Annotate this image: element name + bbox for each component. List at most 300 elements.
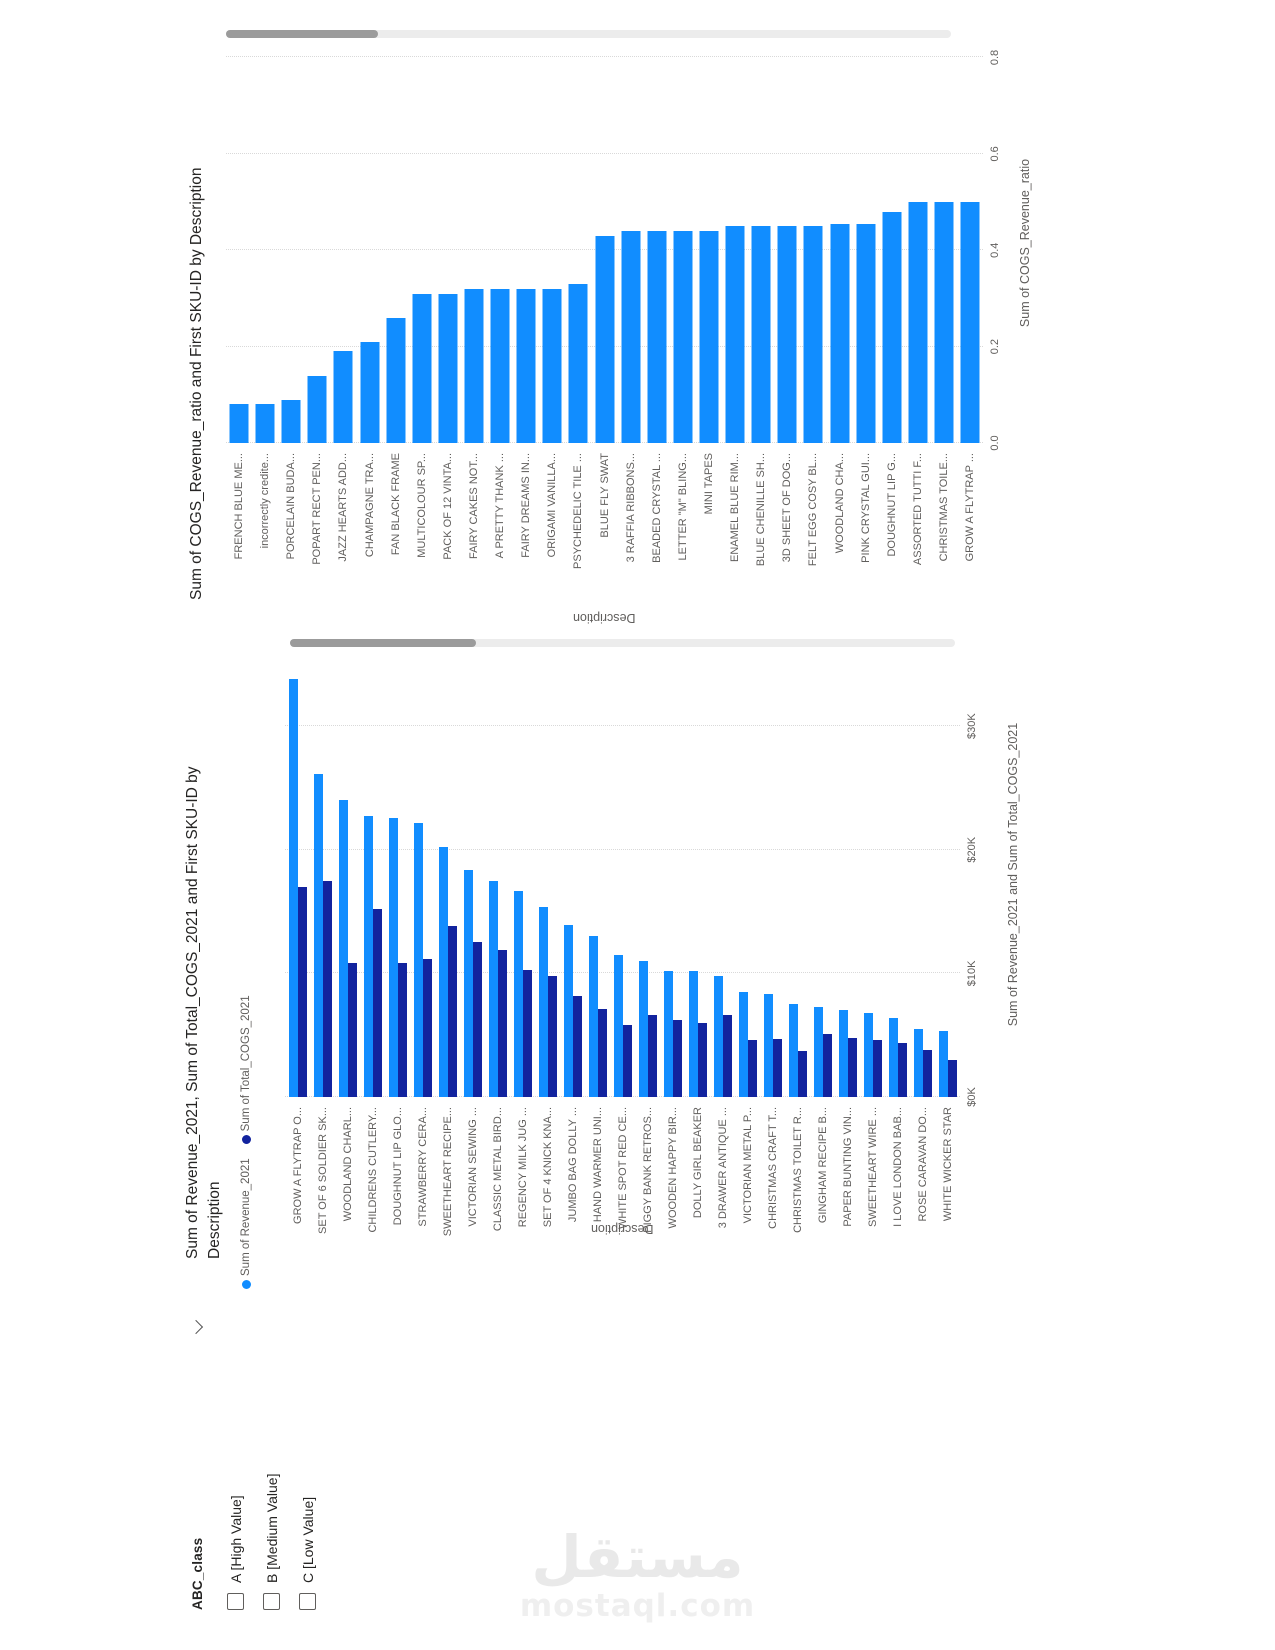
- axis-tick-label: 0.8: [989, 49, 1001, 66]
- bar-zone: [226, 43, 252, 443]
- bar-sum-of-total-cogs-2021[interactable]: [423, 959, 432, 1097]
- bar-sum-of-revenue-2021[interactable]: [789, 1004, 798, 1097]
- table-row: [592, 43, 618, 600]
- table-row: [360, 652, 385, 1259]
- bar-sum-of-cogs-revenue-ratio[interactable]: [412, 294, 431, 443]
- bar-sum-of-revenue-2021[interactable]: [389, 818, 398, 1097]
- bar-sum-of-cogs-revenue-ratio[interactable]: [882, 212, 901, 443]
- table-row: [800, 43, 826, 600]
- bar-sum-of-revenue-2021[interactable]: [839, 1010, 848, 1097]
- slicer-item-label[interactable]: C [Low Value]: [299, 1496, 316, 1583]
- bar-zone: [827, 43, 853, 443]
- bar-sum-of-cogs-revenue-ratio[interactable]: [961, 202, 980, 443]
- category-label: CHAMPAGNE TRA...: [363, 453, 376, 558]
- category-label: CHRISTMAS CRAFT T...: [766, 1107, 779, 1229]
- checkbox-icon[interactable]: [227, 1593, 244, 1610]
- bar-sum-of-total-cogs-2021[interactable]: [698, 1023, 707, 1097]
- plot-area: [226, 43, 983, 600]
- bar-sum-of-revenue-2021[interactable]: [939, 1032, 948, 1098]
- category-label: FELT EGG COSY BL...: [807, 453, 820, 567]
- chart-scrollbar-thumb[interactable]: [290, 639, 476, 647]
- bar-sum-of-cogs-revenue-ratio[interactable]: [726, 226, 745, 443]
- bar-zone: [585, 652, 610, 1097]
- bar-sum-of-total-cogs-2021[interactable]: [473, 943, 482, 1098]
- category-label: JUMBO BAG DOLLY ...: [566, 1107, 579, 1223]
- bar-sum-of-total-cogs-2021[interactable]: [498, 950, 507, 1097]
- category-label: 3 RAFFIA RIBBONS...: [624, 453, 637, 563]
- watermark-arabic: مستقل: [531, 1523, 744, 1591]
- value-axis-title: Sum of Revenue_2021 and Sum of Total_COGS_2021: [1006, 722, 1020, 1027]
- table-row: [644, 43, 670, 600]
- bar-sum-of-cogs-revenue-ratio[interactable]: [282, 400, 301, 443]
- legend-item[interactable]: [240, 995, 252, 1144]
- bar-sum-of-total-cogs-2021[interactable]: [523, 970, 532, 1097]
- bar-zone: [460, 652, 485, 1097]
- bar-sum-of-total-cogs-2021[interactable]: [448, 926, 457, 1097]
- bar-zone: [357, 43, 383, 443]
- bar-sum-of-cogs-revenue-ratio[interactable]: [360, 342, 379, 443]
- table-row: [330, 43, 356, 600]
- table-row: [748, 43, 774, 600]
- bar-sum-of-total-cogs-2021[interactable]: [798, 1051, 807, 1097]
- bar-sum-of-cogs-revenue-ratio[interactable]: [908, 202, 927, 443]
- category-label: JAZZ HEARTS ADD...: [337, 453, 350, 562]
- bar-zone: [935, 652, 960, 1097]
- bar-sum-of-cogs-revenue-ratio[interactable]: [621, 231, 640, 443]
- bar-zone: [252, 43, 278, 443]
- category-rows: [285, 652, 960, 1259]
- slicer-item-label[interactable]: B [Medium Value]: [263, 1473, 280, 1583]
- legend-dot-icon: [242, 1280, 251, 1289]
- table-row: [760, 652, 785, 1259]
- category-label: WOODEN HAPPY BIR...: [666, 1107, 679, 1229]
- chart-scrollbar[interactable]: [290, 639, 955, 647]
- bar-zone: [278, 43, 304, 443]
- category-label: CLASSIC METAL BIRD...: [491, 1107, 504, 1232]
- bar-sum-of-cogs-revenue-ratio[interactable]: [334, 351, 353, 443]
- watermark-latin: mostaql.com: [519, 1588, 756, 1624]
- category-rows: [226, 43, 983, 600]
- table-row: [357, 43, 383, 600]
- category-label: SET OF 6 SOLDIER SK...: [316, 1107, 329, 1234]
- table-row: [310, 652, 335, 1259]
- bar-zone: [485, 652, 510, 1097]
- table-row: [461, 43, 487, 600]
- table-row: [710, 652, 735, 1259]
- legend-label: Sum of Total_COGS_2021: [240, 995, 252, 1132]
- category-label: FAIRY DREAMS IN...: [520, 453, 533, 558]
- table-row: [935, 652, 960, 1259]
- category-label: DOUGHNUT LIP GLO...: [391, 1107, 404, 1226]
- bar-zone: [435, 652, 460, 1097]
- bar-sum-of-cogs-revenue-ratio[interactable]: [778, 226, 797, 443]
- table-row: [774, 43, 800, 600]
- category-label: DOLLY GIRL BEAKER: [691, 1107, 704, 1219]
- category-axis-title: Description: [591, 1222, 654, 1236]
- bar-zone: [885, 652, 910, 1097]
- bar-zone: [610, 652, 635, 1097]
- bar-sum-of-revenue-2021[interactable]: [314, 774, 323, 1097]
- value-axis-ticks: [966, 652, 982, 1259]
- table-row: [722, 43, 748, 600]
- axis-tick-label: 0.6: [989, 146, 1001, 162]
- chart-title-line1: Sum of COGS_Revenue_ratio and First SKU-ID by Description: [188, 167, 205, 600]
- bar-sum-of-total-cogs-2021[interactable]: [323, 881, 332, 1097]
- bar-sum-of-total-cogs-2021[interactable]: [673, 1020, 682, 1097]
- category-label: SET OF 4 KNICK KNA...: [541, 1107, 554, 1228]
- bar-sum-of-cogs-revenue-ratio[interactable]: [673, 231, 692, 443]
- slicer-item[interactable]: [299, 1310, 316, 1610]
- bar-sum-of-revenue-2021[interactable]: [539, 907, 548, 1097]
- category-label: FAN BLACK FRAME: [389, 453, 402, 556]
- category-label: WOODLAND CHA...: [833, 453, 846, 554]
- bar-sum-of-revenue-2021[interactable]: [514, 891, 523, 1097]
- category-label: BEADED CRYSTAL ...: [650, 453, 663, 563]
- category-label: PORCELAIN BUDA...: [285, 453, 298, 560]
- slicer-item-label[interactable]: A [High Value]: [227, 1495, 244, 1583]
- bar-zone: [860, 652, 885, 1097]
- table-row: [435, 652, 460, 1259]
- bar-sum-of-revenue-2021[interactable]: [914, 1029, 923, 1097]
- bar-zone: [535, 652, 560, 1097]
- bar-sum-of-revenue-2021[interactable]: [339, 800, 348, 1097]
- bar-sum-of-revenue-2021[interactable]: [614, 955, 623, 1097]
- bar-sum-of-revenue-2021[interactable]: [289, 679, 298, 1097]
- category-label: I LOVE LONDON BAB...: [891, 1107, 904, 1227]
- category-label: GINGHAM RECIPE B...: [816, 1107, 829, 1224]
- bar-sum-of-revenue-2021[interactable]: [589, 936, 598, 1097]
- table-row: [385, 652, 410, 1259]
- category-label: 3D SHEET OF DOG...: [781, 453, 794, 563]
- bar-sum-of-total-cogs-2021[interactable]: [398, 964, 407, 1098]
- table-row: [383, 43, 409, 600]
- category-label: SWEETHEART WIRE ...: [866, 1107, 879, 1227]
- table-row: [513, 43, 539, 600]
- bar-zone: [644, 43, 670, 443]
- table-row: [860, 652, 885, 1259]
- category-label: FRENCH BLUE ME...: [233, 453, 246, 560]
- category-label: MINI TAPES: [703, 453, 716, 515]
- bar-sum-of-revenue-2021[interactable]: [889, 1018, 898, 1097]
- table-row: [487, 43, 513, 600]
- table-row: [670, 43, 696, 600]
- table-row: [905, 43, 931, 600]
- bar-zone: [853, 43, 879, 443]
- category-label: ASSORTED TUTTI F...: [911, 453, 924, 566]
- table-row: [879, 43, 905, 600]
- bar-sum-of-cogs-revenue-ratio[interactable]: [647, 231, 666, 443]
- table-row: [696, 43, 722, 600]
- chart-scrollbar[interactable]: [226, 30, 951, 38]
- table-row: [560, 652, 585, 1259]
- bar-zone: [931, 43, 957, 443]
- bar-sum-of-cogs-revenue-ratio[interactable]: [700, 231, 719, 443]
- chart-title: [182, 766, 226, 1259]
- table-row: [485, 652, 510, 1259]
- bar-zone: [685, 652, 710, 1097]
- bar-zone: [710, 652, 735, 1097]
- bar-sum-of-revenue-2021[interactable]: [439, 847, 448, 1097]
- bar-sum-of-cogs-revenue-ratio[interactable]: [752, 226, 771, 443]
- bar-zone: [435, 43, 461, 443]
- bar-sum-of-cogs-revenue-ratio[interactable]: [543, 289, 562, 443]
- category-label: HAND WARMER UNI...: [591, 1107, 604, 1223]
- bar-sum-of-revenue-2021[interactable]: [689, 971, 698, 1097]
- bar-sum-of-cogs-revenue-ratio[interactable]: [856, 224, 875, 443]
- slicer-items: [227, 1310, 316, 1610]
- category-label: VICTORIAN METAL P...: [741, 1107, 754, 1224]
- bar-sum-of-total-cogs-2021[interactable]: [348, 964, 357, 1098]
- bar-sum-of-total-cogs-2021[interactable]: [773, 1039, 782, 1097]
- table-row: [931, 43, 957, 600]
- bar-zone: [285, 652, 310, 1097]
- category-label: STRAWBERRY CERA...: [416, 1107, 429, 1227]
- bar-sum-of-total-cogs-2021[interactable]: [598, 1009, 607, 1097]
- bar-zone: [722, 43, 748, 443]
- bar-zone: [905, 43, 931, 443]
- bar-sum-of-revenue-2021[interactable]: [739, 992, 748, 1097]
- bar-sum-of-cogs-revenue-ratio[interactable]: [569, 284, 588, 443]
- category-label: BLUE FLY SWAT: [598, 453, 611, 538]
- legend-dot-icon: [242, 1135, 251, 1144]
- category-label: REGENCY MILK JUG ...: [516, 1107, 529, 1228]
- category-label: VICTORIAN SEWING ...: [466, 1107, 479, 1227]
- bar-sum-of-cogs-revenue-ratio[interactable]: [386, 318, 405, 443]
- table-row: [685, 652, 710, 1259]
- category-label: 3 DRAWER ANTIQUE ...: [716, 1107, 729, 1229]
- table-row: [660, 652, 685, 1259]
- table-row: [278, 43, 304, 600]
- slicer-item[interactable]: [227, 1310, 244, 1610]
- table-row: [957, 43, 983, 600]
- legend-item[interactable]: [240, 1158, 252, 1289]
- bar-zone: [565, 43, 591, 443]
- bar-zone: [410, 652, 435, 1097]
- axis-tick-label: $20K: [966, 836, 978, 863]
- bar-zone: [513, 43, 539, 443]
- category-label: PIGGY BANK RETROS...: [641, 1107, 654, 1233]
- bar-zone: [635, 652, 660, 1097]
- bar-sum-of-revenue-2021[interactable]: [364, 816, 373, 1097]
- value-axis-title: Sum of COGS_Revenue_ratio: [1018, 158, 1032, 328]
- bar-sum-of-cogs-revenue-ratio[interactable]: [517, 289, 536, 443]
- table-row: [885, 652, 910, 1259]
- bar-sum-of-cogs-revenue-ratio[interactable]: [804, 226, 823, 443]
- bar-zone: [539, 43, 565, 443]
- table-row: [304, 43, 330, 600]
- axis-tick-label: 0.0: [989, 435, 1001, 451]
- category-label: FAIRY CAKES NOT...: [468, 453, 481, 559]
- bar-zone: [910, 652, 935, 1097]
- table-row: [510, 652, 535, 1259]
- checkbox-icon[interactable]: [299, 1593, 316, 1610]
- checkbox-icon[interactable]: [263, 1593, 280, 1610]
- bar-sum-of-cogs-revenue-ratio[interactable]: [308, 376, 327, 443]
- bar-zone: [660, 652, 685, 1097]
- bar-sum-of-revenue-2021[interactable]: [814, 1007, 823, 1097]
- table-row: [785, 652, 810, 1259]
- table-row: [335, 652, 360, 1259]
- category-label: GROW A FLYTRAP O...: [291, 1107, 304, 1224]
- bar-zone: [760, 652, 785, 1097]
- bar-sum-of-cogs-revenue-ratio[interactable]: [230, 404, 249, 443]
- bar-sum-of-revenue-2021[interactable]: [414, 823, 423, 1097]
- table-row: [827, 43, 853, 600]
- chart-title-line1: Sum of Revenue_2021, Sum of Total_COGS_2021 and First SKU-ID by: [184, 766, 201, 1259]
- bar-sum-of-revenue-2021[interactable]: [564, 925, 573, 1097]
- category-label: GROW A FLYTRAP ...: [964, 453, 977, 562]
- category-label: BLUE CHENILLE SH...: [755, 453, 768, 567]
- category-label: LETTER "M" BLING...: [676, 453, 689, 561]
- bar-zone: [510, 652, 535, 1097]
- table-row: [835, 652, 860, 1259]
- bar-zone: [335, 652, 360, 1097]
- bar-zone: [735, 652, 760, 1097]
- category-label: ENAMEL BLUE RIM...: [729, 453, 742, 563]
- table-row: [810, 652, 835, 1259]
- bar-sum-of-cogs-revenue-ratio[interactable]: [830, 224, 849, 443]
- bar-zone: [748, 43, 774, 443]
- category-label: WHITE WICKER STAR: [941, 1107, 954, 1222]
- category-label: ROSE CARAVAN DO...: [916, 1107, 929, 1222]
- chart-title-line2: Description: [206, 1181, 223, 1259]
- abc-class-slicer: [190, 1310, 316, 1610]
- chart-legend: [240, 995, 252, 1289]
- bar-zone: [879, 43, 905, 443]
- bar-zone: [774, 43, 800, 443]
- bar-sum-of-total-cogs-2021[interactable]: [823, 1034, 832, 1097]
- bar-zone: [957, 43, 983, 443]
- bar-sum-of-revenue-2021[interactable]: [864, 1013, 873, 1097]
- table-row: [460, 652, 485, 1259]
- bar-sum-of-total-cogs-2021[interactable]: [373, 909, 382, 1097]
- bar-sum-of-total-cogs-2021[interactable]: [748, 1040, 757, 1097]
- slicer-item[interactable]: [263, 1310, 280, 1610]
- category-label: WHITE SPOT RED CE...: [616, 1107, 629, 1230]
- category-label: PACK OF 12 VINTA...: [441, 453, 454, 560]
- bar-zone: [785, 652, 810, 1097]
- bar-zone: [618, 43, 644, 443]
- bar-sum-of-cogs-revenue-ratio[interactable]: [256, 404, 275, 443]
- table-row: [853, 43, 879, 600]
- bar-zone: [835, 652, 860, 1097]
- category-label: CHRISTMAS TOILE...: [938, 453, 950, 562]
- axis-tick-label: $30K: [966, 713, 978, 740]
- category-label: POPART RECT PEN...: [311, 453, 324, 565]
- bar-sum-of-cogs-revenue-ratio[interactable]: [595, 236, 614, 443]
- bar-sum-of-total-cogs-2021[interactable]: [848, 1038, 857, 1097]
- bar-zone: [800, 43, 826, 443]
- bar-sum-of-revenue-2021[interactable]: [764, 994, 773, 1097]
- table-row: [910, 652, 935, 1259]
- legend-label: Sum of Revenue_2021: [240, 1158, 252, 1276]
- slicer-title: ABC_class: [190, 1537, 205, 1610]
- category-label: DOUGHNUT LIP G...: [885, 453, 898, 557]
- chart-title: [186, 168, 208, 600]
- bar-sum-of-revenue-2021[interactable]: [714, 976, 723, 1097]
- bar-sum-of-total-cogs-2021[interactable]: [948, 1060, 957, 1097]
- plot-area: [285, 652, 960, 1259]
- table-row: [285, 652, 310, 1259]
- category-label: A PRETTY THANK ...: [494, 453, 507, 559]
- bar-zone: [409, 43, 435, 443]
- table-row: [226, 43, 252, 600]
- chevron-down-icon[interactable]: [188, 1320, 202, 1334]
- category-label: ORIGAMI VANILLA...: [546, 453, 559, 558]
- bar-zone: [383, 43, 409, 443]
- bar-zone: [304, 43, 330, 443]
- bar-sum-of-total-cogs-2021[interactable]: [573, 996, 582, 1097]
- bar-sum-of-total-cogs-2021[interactable]: [723, 1015, 732, 1097]
- category-label: CHILDRENS CUTLERY...: [366, 1107, 379, 1233]
- bar-sum-of-total-cogs-2021[interactable]: [623, 1025, 632, 1097]
- bar-zone: [560, 652, 585, 1097]
- bar-zone: [810, 652, 835, 1097]
- table-row: [535, 652, 560, 1259]
- table-row: [610, 652, 635, 1259]
- bar-sum-of-cogs-revenue-ratio[interactable]: [935, 202, 954, 443]
- slicer-header: [190, 1318, 205, 1610]
- bar-sum-of-revenue-2021[interactable]: [639, 961, 648, 1097]
- category-axis-title: Description: [573, 611, 636, 625]
- bar-sum-of-cogs-revenue-ratio[interactable]: [465, 289, 484, 443]
- bar-zone: [487, 43, 513, 443]
- bar-sum-of-total-cogs-2021[interactable]: [648, 1015, 657, 1097]
- bar-sum-of-total-cogs-2021[interactable]: [923, 1050, 932, 1097]
- table-row: [735, 652, 760, 1259]
- table-row: [635, 652, 660, 1259]
- table-row: [539, 43, 565, 600]
- revenue-cogs-bar-chart: [180, 630, 1075, 1295]
- bar-zone: [696, 43, 722, 443]
- bar-zone: [330, 43, 356, 443]
- bar-zone: [360, 652, 385, 1097]
- category-label: WOODLAND CHARL...: [341, 1107, 354, 1222]
- bar-sum-of-total-cogs-2021[interactable]: [548, 976, 557, 1097]
- table-row: [618, 43, 644, 600]
- bar-sum-of-total-cogs-2021[interactable]: [873, 1040, 882, 1097]
- category-label: PAPER BUNTING VIN...: [841, 1107, 854, 1227]
- bar-sum-of-cogs-revenue-ratio[interactable]: [491, 289, 510, 443]
- chart-scrollbar-thumb[interactable]: [226, 30, 378, 38]
- bar-zone: [592, 43, 618, 443]
- bar-zone: [670, 43, 696, 443]
- table-row: [435, 43, 461, 600]
- bar-zone: [461, 43, 487, 443]
- value-axis-ticks: [989, 43, 1005, 600]
- axis-tick-label: 0.2: [989, 338, 1001, 355]
- category-label: CHRISTMAS TOILET R...: [791, 1107, 804, 1233]
- table-row: [410, 652, 435, 1259]
- bar-sum-of-total-cogs-2021[interactable]: [298, 887, 307, 1097]
- category-label: incorrectly credite...: [259, 453, 272, 549]
- bar-sum-of-total-cogs-2021[interactable]: [898, 1043, 907, 1097]
- category-label: PSYCHEDELIC TILE ...: [572, 453, 585, 569]
- table-row: [409, 43, 435, 600]
- table-row: [565, 43, 591, 600]
- table-row: [252, 43, 278, 600]
- bar-sum-of-cogs-revenue-ratio[interactable]: [438, 294, 457, 443]
- bar-sum-of-revenue-2021[interactable]: [664, 971, 673, 1097]
- table-row: [585, 652, 610, 1259]
- category-label: PINK CRYSTAL GUI...: [859, 453, 872, 563]
- category-label: SWEETHEART RECIPE...: [441, 1107, 454, 1237]
- bar-zone: [385, 652, 410, 1097]
- bar-zone: [310, 652, 335, 1097]
- cogs-revenue-ratio-bar-chart: [180, 2, 1075, 630]
- bar-sum-of-revenue-2021[interactable]: [489, 881, 498, 1097]
- bar-sum-of-revenue-2021[interactable]: [464, 870, 473, 1097]
